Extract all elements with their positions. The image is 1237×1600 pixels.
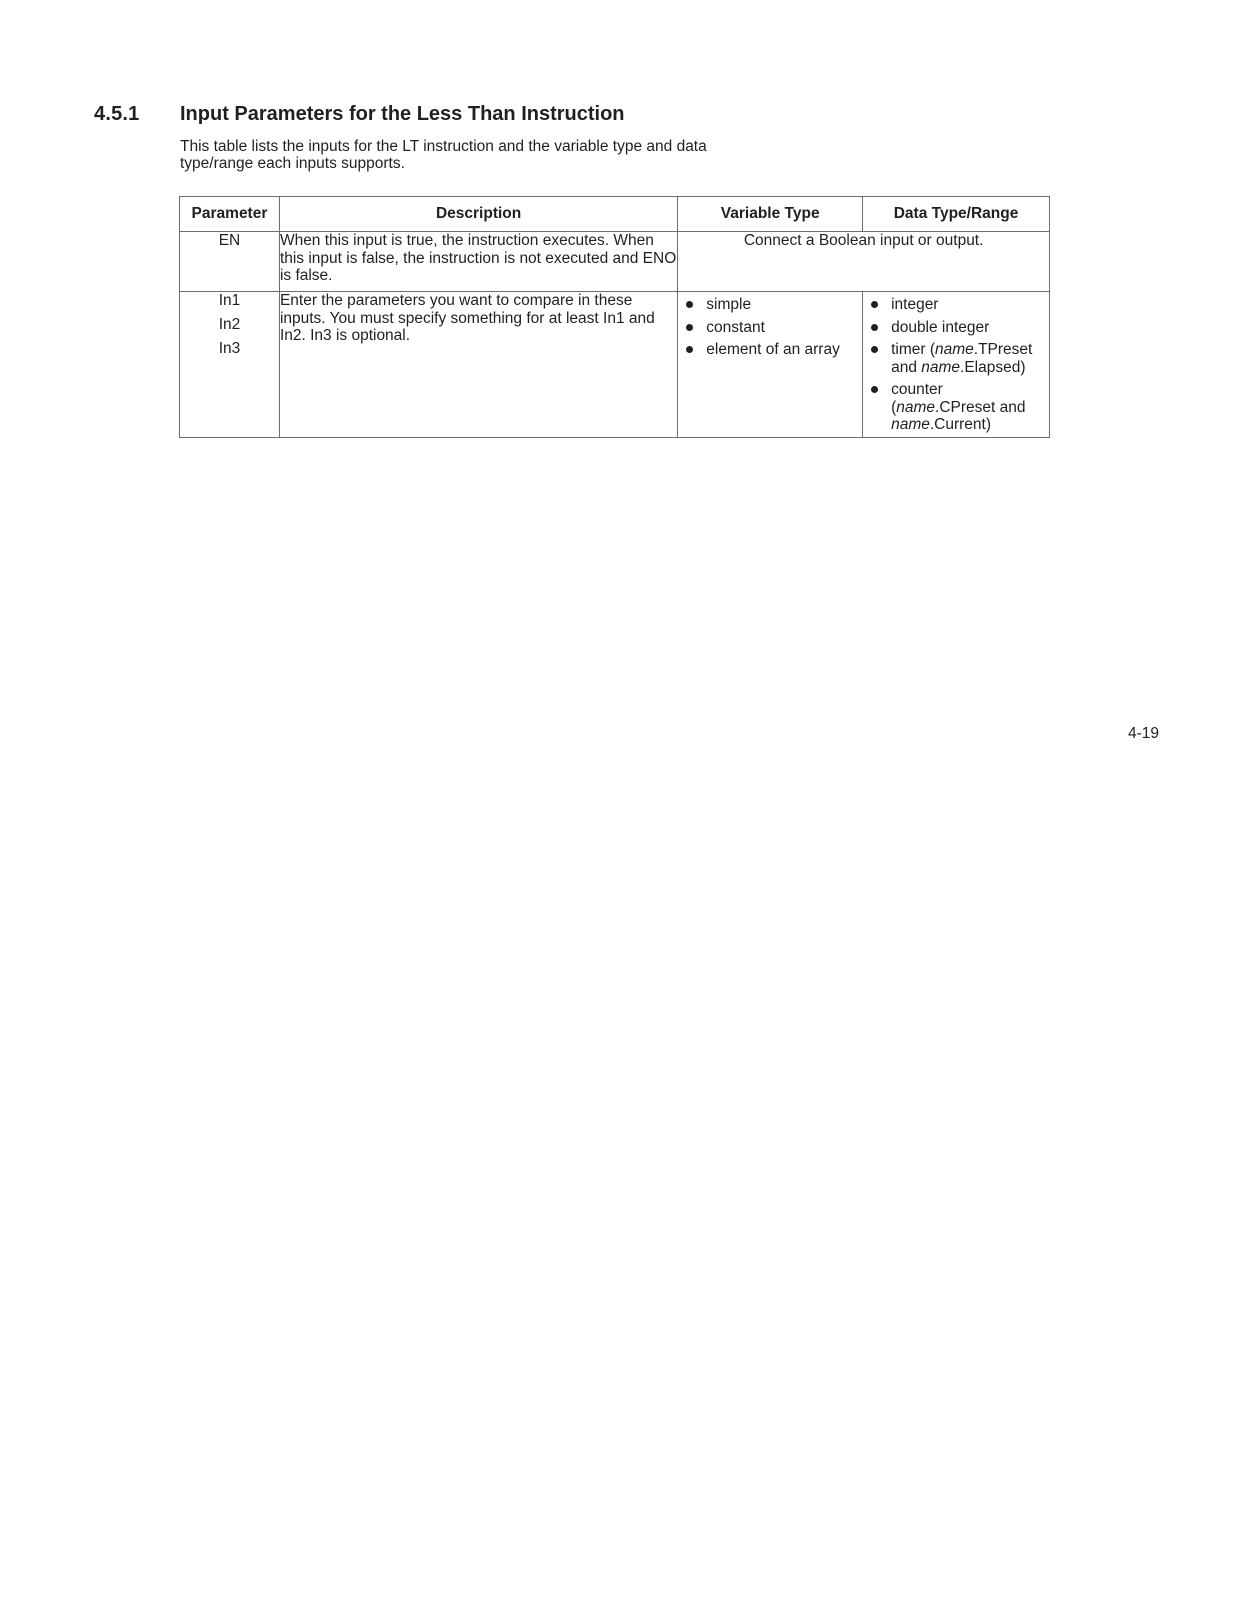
intro-line: type/range each inputs supports. (180, 155, 405, 172)
italic-fragment: name (891, 416, 930, 433)
table-row (180, 232, 1050, 292)
text-fragment: .CPreset and (935, 398, 1026, 416)
data-type-list (863, 292, 1049, 436)
intro-line: This table lists the inputs for the LT instruction and the variable type and data (180, 138, 707, 155)
italic-fragment: name (921, 358, 961, 376)
description-cell: Enter the parameters you want to compare in these inputs. You must specify something for at least In1 and In2. In3 is optional. (279, 292, 677, 438)
text-fragment: counter ( (891, 381, 943, 416)
text-fragment: timer ( (891, 341, 935, 358)
list-item-text: double integer (891, 318, 990, 336)
page-number: 4-19 (1128, 725, 1160, 742)
parameter-name: In1 (218, 292, 241, 309)
table-row (180, 292, 1050, 438)
parameter-name: In2 (218, 316, 241, 333)
bullet-dot-icon (686, 324, 693, 331)
bullet-dot-icon (871, 324, 878, 331)
parameter-cell (180, 232, 280, 292)
italic-fragment: name (935, 341, 974, 358)
list-item-text (891, 381, 1025, 433)
parameter-name: In3 (218, 340, 241, 357)
list-item (870, 296, 1045, 314)
bullet-dot-icon (871, 301, 878, 308)
parameter-name: EN (218, 232, 241, 249)
bullet-dot-icon (871, 386, 878, 393)
list-item-text: constant (706, 318, 765, 336)
list-item-text: integer (891, 296, 939, 313)
list-item (870, 381, 1045, 434)
list-item (870, 319, 1045, 337)
header-parameter: Parameter (180, 197, 280, 232)
list-item (685, 296, 858, 314)
header-variable-type: Variable Type (678, 197, 863, 232)
data-type-cell (863, 292, 1050, 438)
variable-type-list (678, 292, 862, 361)
list-item-text: element of an array (706, 341, 840, 358)
list-item (685, 319, 858, 337)
table-header-row (180, 197, 1050, 232)
list-item-text: simple (706, 296, 752, 313)
description-cell: When this input is true, the instruction executes. When this input is false, the instruction is not executed and ENO is false. (279, 232, 677, 292)
text-fragment: .Current) (929, 416, 992, 433)
text-fragment: .Elapsed) (960, 358, 1026, 376)
text-fragment: .TPreset and (891, 341, 1033, 376)
header-data-type-range: Data Type/Range (863, 197, 1050, 232)
variable-type-cell (678, 292, 863, 438)
section-number: 4.5.1 (94, 103, 140, 125)
list-item (870, 341, 1045, 376)
bullet-dot-icon (686, 346, 693, 353)
italic-fragment: name (896, 398, 936, 416)
bullet-dot-icon (686, 301, 693, 308)
list-item (685, 341, 858, 359)
intro-paragraph (180, 138, 740, 172)
list-item-text (891, 341, 1032, 376)
header-description: Description (279, 197, 677, 232)
section-title: Input Parameters for the Less Than Instruction (180, 103, 625, 125)
bullet-dot-icon (871, 346, 878, 353)
variable-data-merged-cell: Connect a Boolean input or output. (678, 232, 1050, 292)
parameters-table (179, 196, 1050, 438)
parameter-cell (180, 292, 280, 438)
